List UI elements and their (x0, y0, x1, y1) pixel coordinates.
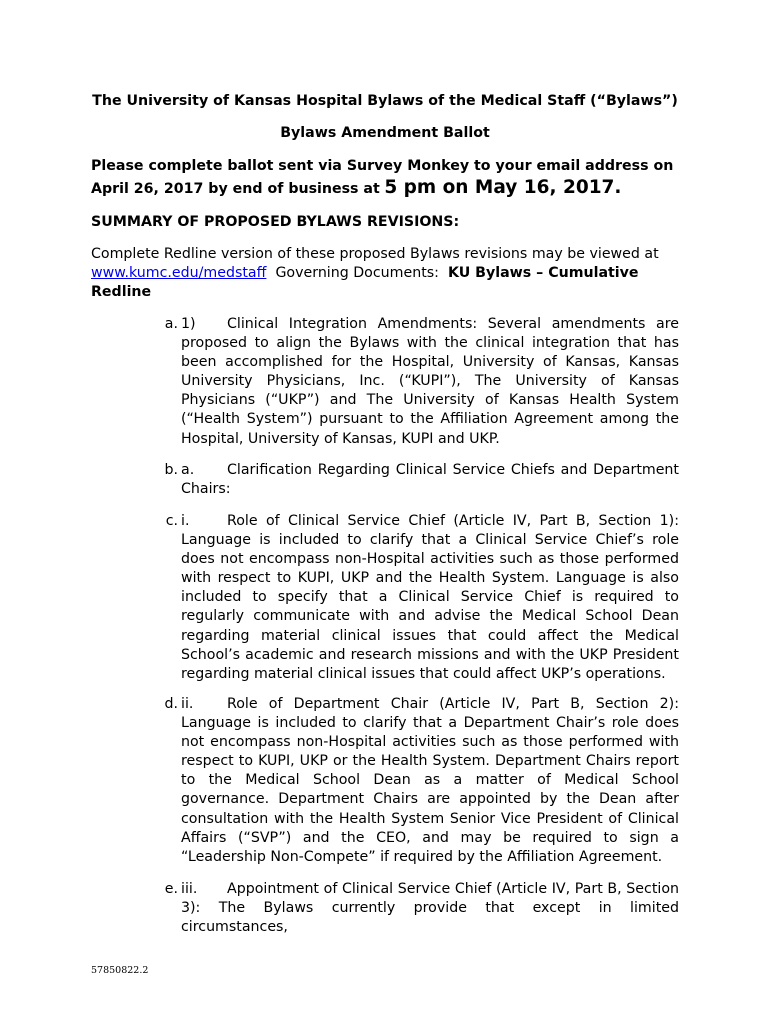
medstaff-link[interactable]: www.kumc.edu/medstaff (91, 265, 267, 282)
list-item-text: Role of Department Chair (Article IV, Part B, Section 2): Language is included to clarify that a Department Chair’s role does not encompass non-Hospital activities such as those performed with respect to KUPI, UKP or the Health System. Department Chairs report to the Medical School Dean as a matter of Medical School governance. Department Chairs are appointed by the Dean after consultation with the Health System Senior Vice President of Clinical Affairs (“SVP”) and the CEO, and may be required to sign a “Leadership Non-Compete” if required by the Affiliation Agreement. (181, 696, 679, 865)
redline-paragraph (91, 245, 681, 303)
redline-intro: Complete Redline version of these proposed Bylaws revisions may be viewed at (91, 246, 659, 262)
instructions-line-1: Please complete ballot sent via Survey Monkey to your email address on (91, 158, 674, 174)
list-item-text: Appointment of Clinical Service Chief (Article IV, Part B, Section 3): The Bylaws currently provide that except in limited circumstances, (181, 881, 679, 936)
ballot-subtitle: Bylaws Amendment Ballot (280, 125, 490, 141)
list-item-number: iii. (181, 881, 198, 897)
list-item-number: 1) (181, 316, 196, 332)
list-item-text: Clinical Integration Amendments: Several amendments are proposed to align the Bylaws with the clinical integration that has been accomplished for the Hospital, University of Kansas, Kansas University Physicians, Inc. (“KUPI”), The University of Kansas Physicians (“UKP”) and The University of Kansas Health System (“Health System”) pursuant to the Affiliation Agreement among the Hospital, University of Kansas, KUPI and UKP. (181, 316, 679, 447)
list-item-letter: e. (164, 881, 178, 897)
summary-heading: SUMMARY OF PROPOSED BYLAWS REVISIONS: (91, 214, 460, 230)
list-item-letter: d. (164, 696, 178, 712)
list-item-letter: a. (164, 316, 178, 332)
instructions-date: April 26, 2017 by end of business at (91, 181, 380, 197)
instructions-deadline: 5 pm on May 16, 2017. (384, 177, 622, 198)
ballot-instructions (91, 156, 681, 200)
document-number: 57850822.2 (91, 965, 149, 976)
document-title: The University of Kansas Hospital Bylaws of the Medical Staff (“Bylaws”) (92, 93, 678, 109)
list-item-number: i. (181, 513, 190, 529)
list-item-text: Role of Clinical Service Chief (Article IV, Part B, Section 1): Language is included to clarify that a Clinical Service Chief’s role does not encompass non-Hospital activities such as those performed with respect to KUPI, UKP and the Health System. Language is also included to specify that a Clinical Service Chief is required to regularly communicate with and advise the Medical School Dean regarding material clinical issues that could affect the Medical School’s academic and research missions and with the UKP President regarding material clinical issues that could affect UKP’s operations. (181, 513, 679, 682)
list-item-text: Clarification Regarding Clinical Service Chiefs and Department Chairs: (181, 462, 679, 498)
list-item-letter: b. (164, 462, 178, 478)
list-item-number: ii. (181, 696, 194, 712)
list-item-letter: c. (165, 513, 178, 529)
redline-governing: Governing Documents: (275, 265, 439, 282)
list-item-number: a. (181, 462, 195, 478)
redline-doc-title: KU Bylaws – Cumulative Redline (91, 265, 639, 301)
